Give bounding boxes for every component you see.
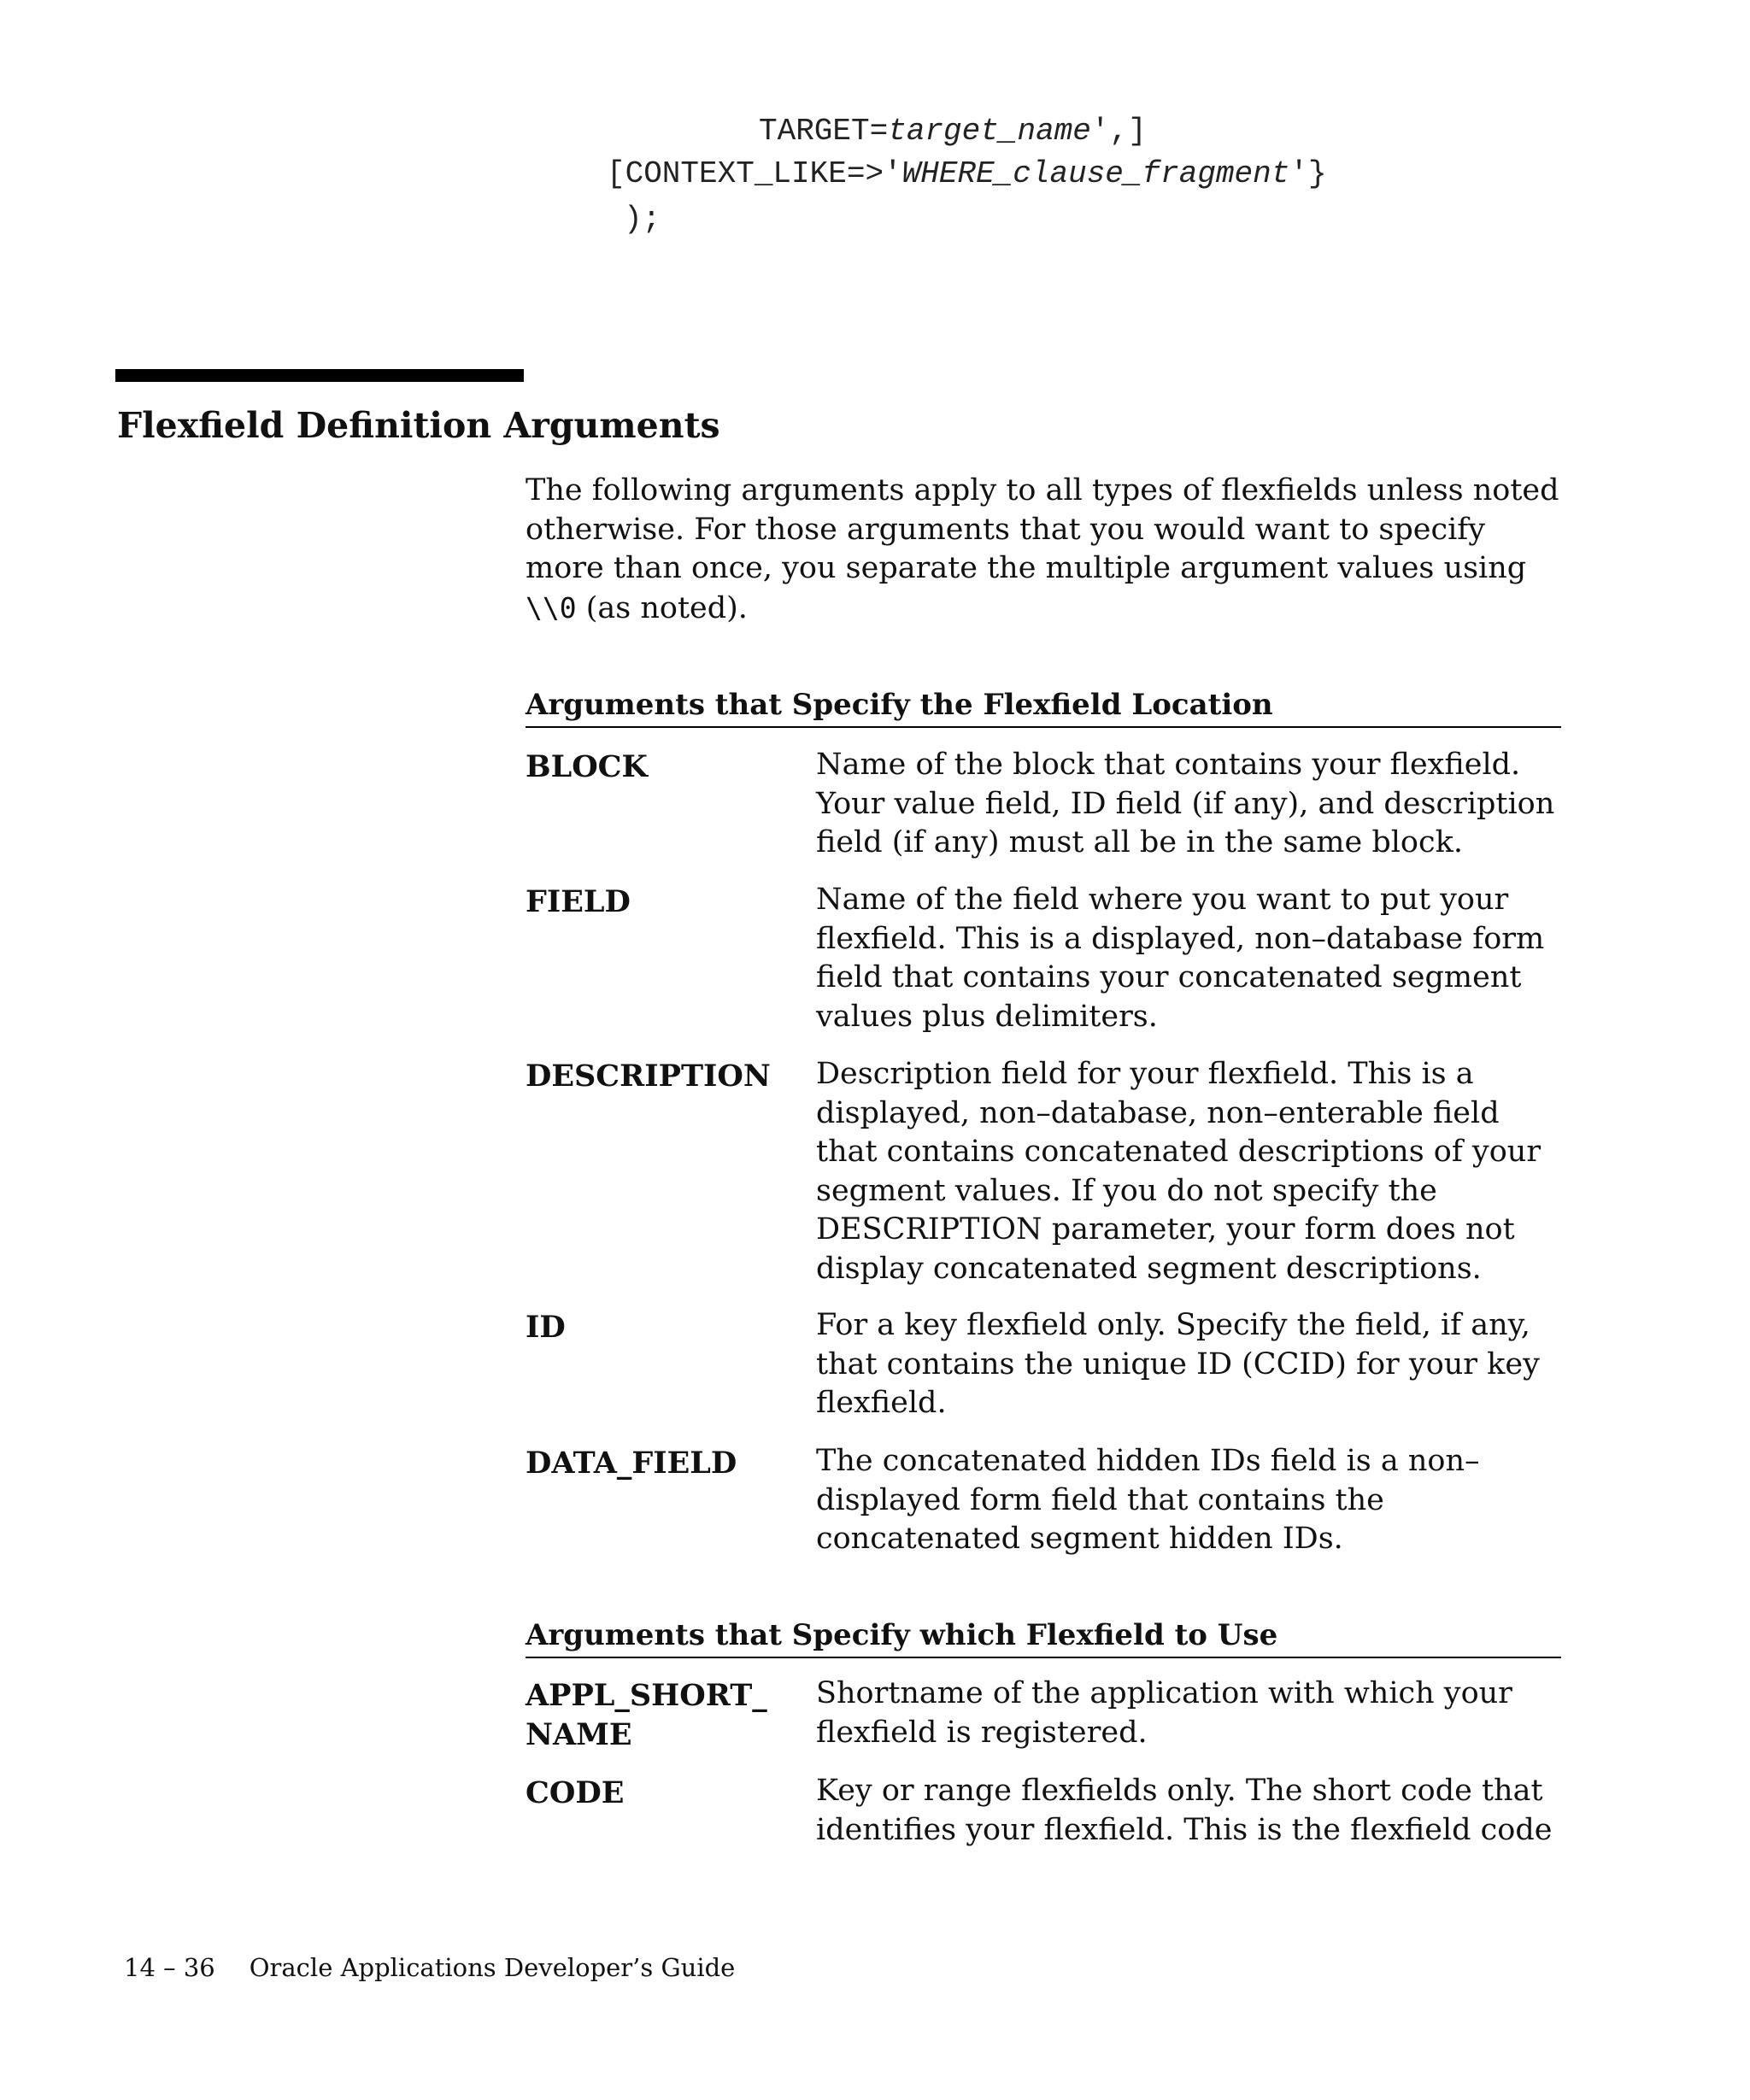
book-title: Oracle Applications Developer’s Guide xyxy=(249,1953,736,1982)
desc-field: Name of the field where you want to put your flexfield. This is a displayed, non–database form field that contains your concatenated segment values plus delimiters. xyxy=(816,883,1545,1034)
section-title: Flexfield Definition Arguments xyxy=(117,405,720,446)
desc-description: Description field for your flexfield. This is a displayed, non–database, non–enterable field that contains concatenated descriptions of your segment values. If you do not specify the DESCRIPTION parameter, your form does not display concatenated segment descriptions. xyxy=(816,1057,1542,1286)
desc-appl-short-name: Shortname of the application with which your flexfield is registered. xyxy=(816,1676,1512,1750)
page-footer xyxy=(124,1950,735,1985)
code-text: ',] xyxy=(1090,114,1147,149)
term-line: NAME xyxy=(526,1716,632,1752)
section-rule xyxy=(115,369,524,382)
code-line-1 xyxy=(759,110,1147,153)
table-heading-which-flexfield: Arguments that Specify which Flexfield to Use xyxy=(526,1616,1561,1658)
term-line: APPL_SHORT_ xyxy=(526,1678,767,1713)
desc-data-field: The concatenated hidden IDs field is a non–displayed form field that contains the concatenated segment hidden IDs. xyxy=(816,1444,1480,1556)
separator-code: \\0 xyxy=(526,590,577,625)
intro-paragraph xyxy=(526,472,1568,628)
desc-block: Name of the block that contains your flexfield. Your value field, ID field (if any), and description field (if any) must all be in the same block. xyxy=(816,748,1555,859)
term-id: ID xyxy=(526,1310,566,1345)
code-text: TARGET= xyxy=(759,114,889,149)
term-appl-short-name xyxy=(526,1676,799,1754)
desc-id: For a key flexfield only. Specify the field, if any, that contains the unique ID (CCID) for your key flexfield. xyxy=(816,1308,1540,1420)
term-block: BLOCK xyxy=(526,749,648,784)
term-code: CODE xyxy=(526,1775,625,1810)
code-text: '} xyxy=(1289,156,1327,191)
term-data-field: DATA_FIELD xyxy=(526,1446,737,1481)
page-number: 14 – 36 xyxy=(124,1953,215,1982)
code-placeholder: WHERE_clause_fragment xyxy=(901,156,1290,191)
term-field: FIELD xyxy=(526,884,631,919)
code-text: [CONTEXT_LIKE=>' xyxy=(607,156,902,191)
desc-code: Key or range flexfields only. The short code that identifies your flexfield. This is the flexfield code xyxy=(816,1774,1553,1847)
code-line-3: ); xyxy=(624,202,661,237)
intro-text: (as noted). xyxy=(576,590,748,625)
table-heading-location: Arguments that Specify the Flexfield Location xyxy=(526,685,1561,728)
code-line-2 xyxy=(607,153,1327,196)
intro-text: The following arguments apply to all types of flexfields unless noted otherwise. For those arguments that you would want to specify more than once, you separate the multiple argument values using xyxy=(526,473,1559,585)
term-description: DESCRIPTION xyxy=(526,1059,771,1094)
code-placeholder: target_name xyxy=(888,114,1091,149)
